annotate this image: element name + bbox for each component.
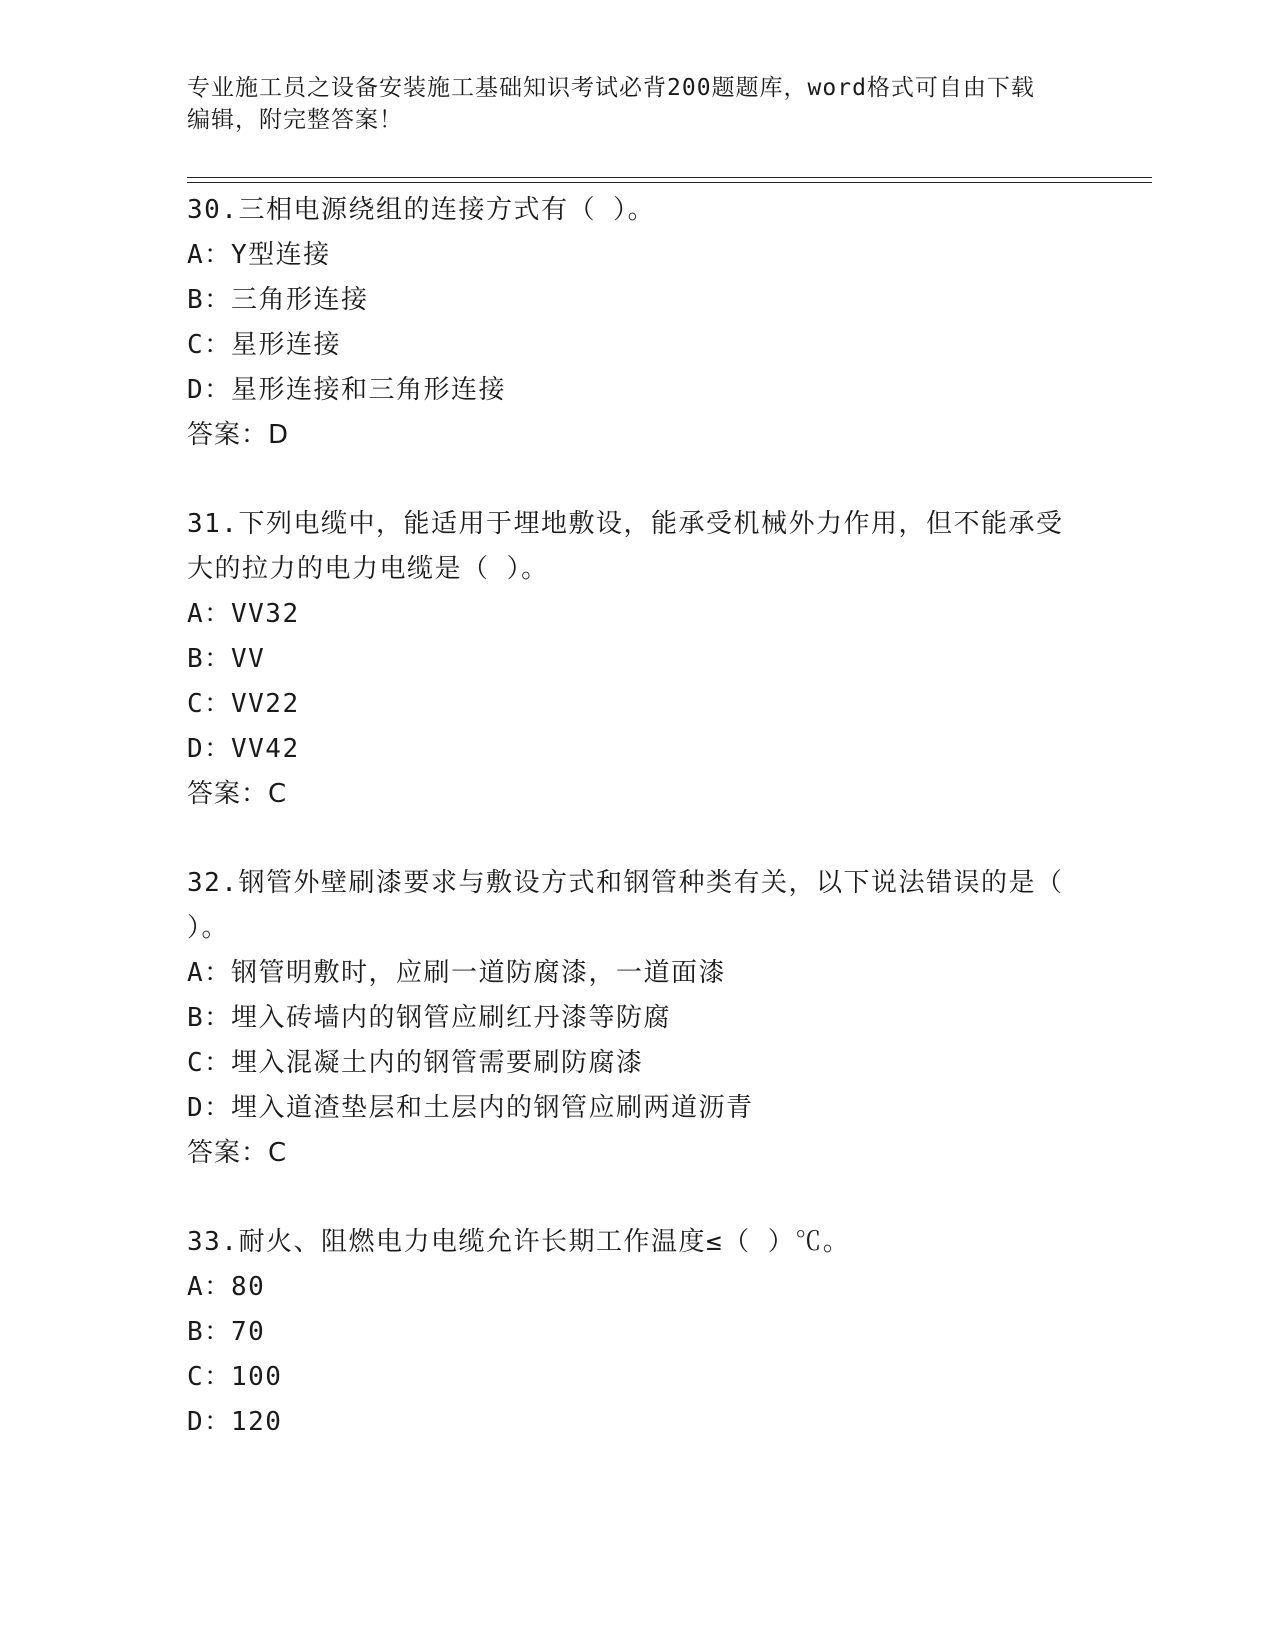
option-letter: D：: [187, 734, 232, 764]
option-text: 星形连接和三角形连接: [231, 375, 507, 405]
answer-line: 答案：C: [187, 1138, 288, 1168]
option-text: 埋入道渣垫层和土层内的钢管应刷两道沥青: [231, 1093, 754, 1123]
option-text: 70: [231, 1317, 266, 1347]
question-30: [187, 188, 1087, 458]
option-a: [187, 233, 1087, 278]
question-stem: 33.耐火、阻燃电力电缆允许长期工作温度≤（ ）℃。: [187, 1227, 851, 1257]
header-divider-top: [187, 177, 1152, 178]
option-d: [187, 727, 1087, 772]
option-b: [187, 278, 1087, 323]
option-text: 钢管明敷时，应刷一道防腐漆，一道面漆: [231, 958, 727, 988]
question-stem: 31.下列电缆中，能适用于埋地敷设，能承受机械外力作用，但不能承受大的拉力的电力电缆是（ ）。: [187, 509, 1064, 584]
header-title-line-2: 编辑，附完整答案！: [187, 107, 403, 133]
option-text: 120: [231, 1407, 283, 1437]
option-letter: A：: [187, 599, 232, 629]
option-letter: B：: [187, 644, 232, 674]
option-letter: B：: [187, 1003, 232, 1033]
option-text: 三角形连接: [231, 285, 369, 315]
question-stem: 30.三相电源绕组的连接方式有（ ）。: [187, 195, 656, 225]
option-text: VV32: [231, 599, 300, 629]
question-stem: 32.钢管外壁刷漆要求与敷设方式和钢管种类有关，以下说法错误的是（ ）。: [187, 868, 1064, 943]
option-letter: D：: [187, 375, 232, 405]
option-text: VV22: [231, 689, 300, 719]
option-text: 星形连接: [231, 330, 342, 360]
option-c: [187, 1355, 1087, 1400]
answer-line: 答案：C: [187, 779, 288, 809]
option-letter: C：: [187, 1048, 232, 1078]
option-c: [187, 323, 1087, 368]
question-33: [187, 1220, 1087, 1445]
option-a: [187, 1265, 1087, 1310]
option-b: [187, 1310, 1087, 1355]
option-a: [187, 592, 1087, 637]
option-letter: D：: [187, 1093, 232, 1123]
option-b: [187, 637, 1087, 682]
option-text: 80: [231, 1272, 266, 1302]
option-letter: B：: [187, 285, 232, 315]
option-text: 100: [231, 1362, 283, 1392]
option-d: [187, 1086, 1087, 1131]
option-c: [187, 1041, 1087, 1086]
option-letter: A：: [187, 958, 232, 988]
option-a: [187, 951, 1087, 996]
option-text: 埋入混凝土内的钢管需要刷防腐漆: [231, 1048, 644, 1078]
answer-line: 答案：D: [187, 420, 290, 450]
header-title-line-1: 专业施工员之设备安装施工基础知识考试必背200题题库，word格式可自由下载: [187, 75, 1035, 101]
question-list: [187, 188, 1087, 1489]
option-c: [187, 682, 1087, 727]
document-header: [187, 72, 1067, 136]
header-divider-bottom: [187, 182, 1152, 183]
question-32: [187, 861, 1087, 1176]
option-text: VV: [231, 644, 266, 674]
option-letter: D：: [187, 1407, 232, 1437]
option-b: [187, 996, 1087, 1041]
option-letter: B：: [187, 1317, 232, 1347]
question-31: [187, 502, 1087, 817]
option-letter: A：: [187, 1272, 232, 1302]
option-letter: C：: [187, 330, 232, 360]
option-text: VV42: [231, 734, 300, 764]
option-letter: A：: [187, 240, 232, 270]
option-letter: C：: [187, 1362, 232, 1392]
option-d: [187, 1400, 1087, 1445]
option-text: 埋入砖墙内的钢管应刷红丹漆等防腐: [231, 1003, 672, 1033]
option-letter: C：: [187, 689, 232, 719]
option-d: [187, 368, 1087, 413]
option-text: Y型连接: [231, 240, 331, 270]
